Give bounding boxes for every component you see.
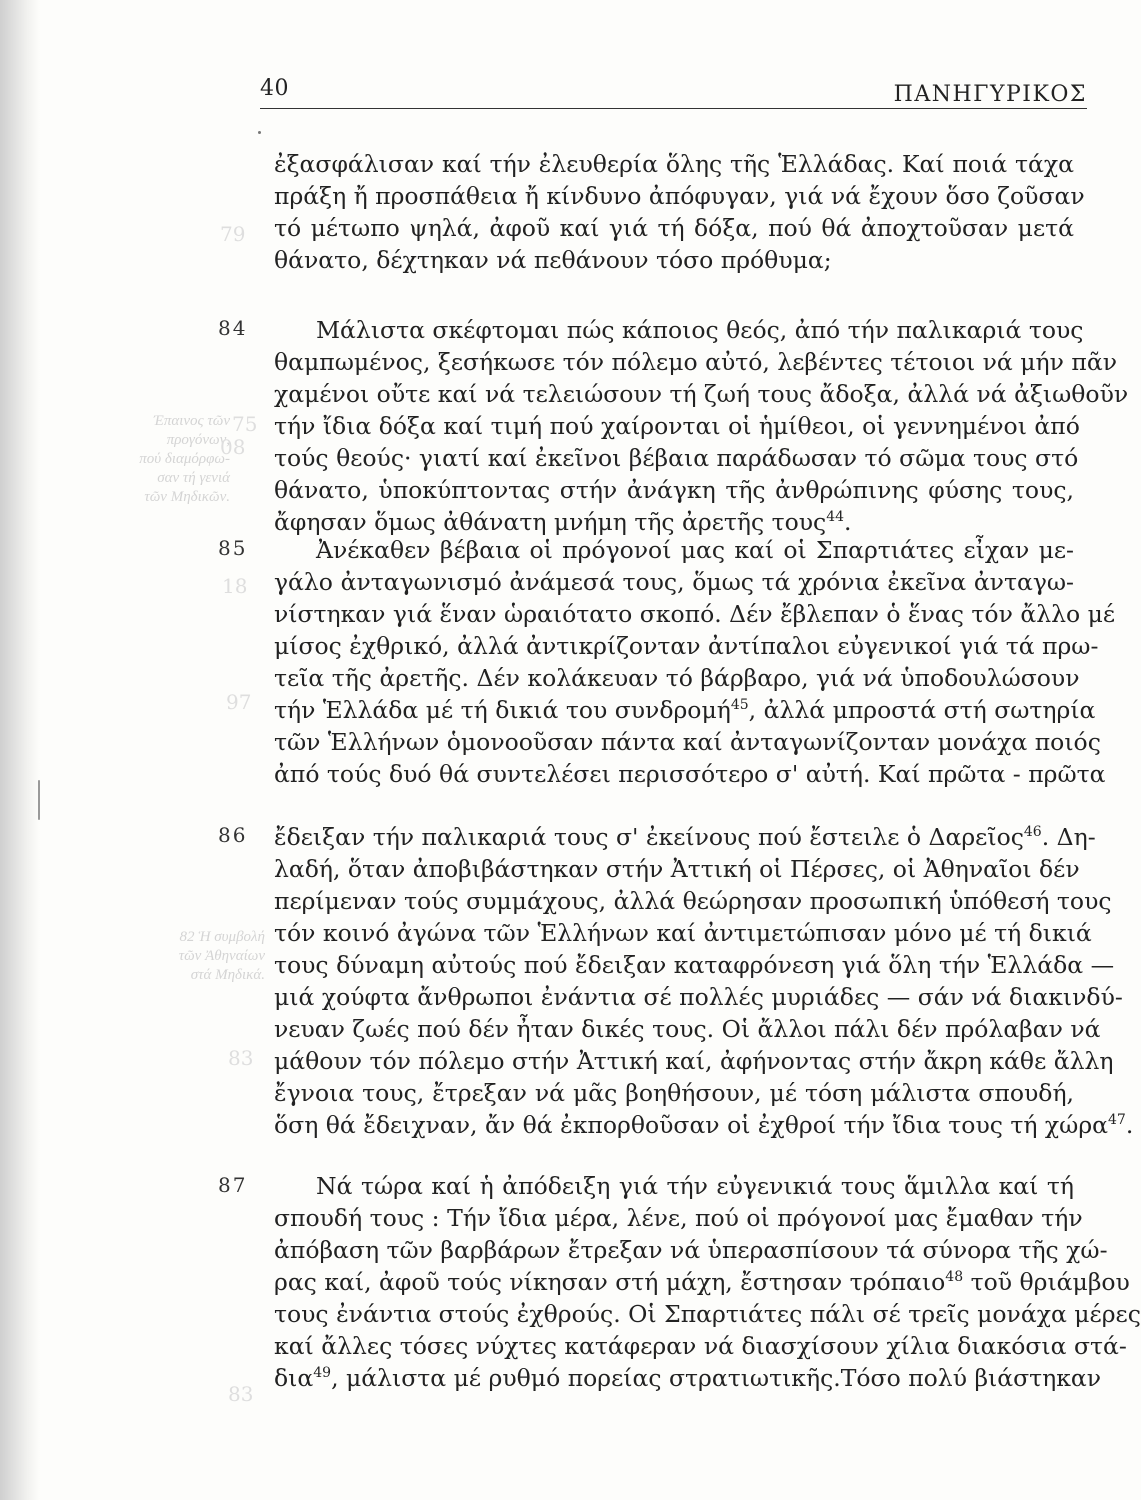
page-number: 40 [260, 76, 289, 101]
text-line: τους δύναμη αὐτούς πού ἔδειξαν καταφρόνεση γιά ὅλη τήν Ἑλλάδα — [274, 951, 1115, 979]
text-line: Μάλιστα σκέφτομαι πώς κάποιος θεός, ἀπό τήν παλικαριά τους [316, 316, 1084, 344]
text-line: μιά χούφτα ἄνθρωποι ἐνάντια σέ πολλές μυριάδες — σάν νά διακινδύ- [274, 983, 1123, 1011]
text-line: τό μέτωπο ψηλά, ἀφοῦ καί γιά τή δόξα, πού θά ἀποχτοῦσαν μετά [274, 214, 1074, 242]
text-line: νίστηκαν γιά ἕναν ὡραιότατο σκοπό. Δέν ἔβλεπαν ὁ ἕνας τόν ἄλλο μέ [274, 600, 1116, 628]
text-segment: τήν Ἑλλάδα μέ τή δικιά του συνδρομή [274, 696, 731, 724]
speck [258, 131, 261, 134]
text-line: σπουδή τους : Τήν ἴδια μέρα, λένε, πού οἱ πρόγονοί μας ἔμαθαν τήν [274, 1204, 1083, 1232]
footnote-ref: 45 [730, 697, 749, 714]
footnote-ref: 44 [826, 509, 845, 526]
text-line: τῶν Ἑλλήνων ὁμονοοῦσαν πάντα καί ἀνταγωνίζονταν μονάχα ποιός [274, 728, 1101, 756]
text-line: θάνατο, δέχτηκαν νά πεθάνουν τόσο πρόθυμα; [274, 246, 832, 274]
text-segment: τοῦ θριάμβου [963, 1268, 1130, 1296]
footnote-ref: 49 [313, 1365, 332, 1382]
running-title: ΠΑΝΗΓΥΡΙΚΟΣ [893, 82, 1087, 107]
text-line: πράξη ἤ προσπάθεια ἤ κίνδυνο ἀπόφυγαν, γιά νά ἔχουν ὅσο ζοῦσαν [274, 182, 1085, 210]
bleed-margin-note-2: 82 Ἡ συμβολή τῶν Ἀθηναίων στά Μηδικά. [178, 929, 265, 983]
text-segment: Τόσο πολύ βιάστηκαν [840, 1364, 1102, 1392]
text-line: μίσος ἐχθρικό, ἀλλά ἀντικρίζονταν ἀντίπαλοι εὐγενικοί γιά τά πρω- [274, 632, 1099, 660]
text-line: ἄφησαν ὅμως ἀθάνατη μνήμη τῆς ἀρετῆς τους$^{44}$. [274, 508, 852, 536]
paragraph-number-86: 86 [218, 823, 248, 847]
text-line: τους ἐνάντια στούς ἐχθρούς. Οἱ Σπαρτιάτες πάλι σέ τρεῖς μονάχα μέρες [274, 1300, 1141, 1328]
text-segment: ἔδειξαν τήν παλικαριά τους σ' ἐκείνους πού ἔστειλε ὁ Δαρεῖος [274, 823, 1024, 851]
speck [38, 780, 40, 820]
text-line: τήν ἴδια δόξα καί τιμή πού χαίρονται οἱ ἡμίθεοι, οἱ γεννημένοι ἀπό [274, 412, 1080, 440]
text-line: καί ἄλλες τόσες νύχτες κατάφεραν νά διασχίσουν χίλια διακόσια στά- [274, 1332, 1127, 1360]
bleed-number: 83 [228, 1382, 254, 1406]
text-line [274, 1109, 1134, 1141]
text-line: μάθουν τόν πόλεμο στήν Ἀττική καί, ἀφήνοντας στήν ἄκρη κάθε ἄλλη [274, 1047, 1114, 1075]
text-line: Νά τώρα καί ἡ ἀπόδειξη γιά τήν εὐγενικιά τους ἅμιλλα καί τή [316, 1172, 1074, 1200]
bleed-number: 79 [220, 222, 246, 246]
bleed-number: 83 [228, 1046, 254, 1070]
footnote-ref: 48 [945, 1269, 964, 1286]
text-segment: . Δη- [1041, 823, 1096, 851]
footnote-ref: 47 [1108, 1112, 1126, 1129]
text-line: τόν κοινό ἀγώνα τῶν Ἑλλήνων καί ἀντιμετώπισαν μόνο μέ τή δικιά [274, 919, 1092, 947]
text-line [274, 1362, 1102, 1394]
bleed-number: 97 [226, 690, 252, 714]
text-line: λαδή, ὅταν ἀποβιβάστηκαν στήν Ἀττική οἱ Πέρσες, οἱ Ἀθηναῖοι δέν [274, 855, 1080, 883]
text-segment: ὅση θά ἔδειχναν, ἄν θά ἐκπορθοῦσαν οἱ ἐχθροί τήν ἴδια τους τή χώρα [274, 1111, 1108, 1139]
text-line [274, 821, 1096, 853]
bleed-number: 08 [220, 435, 246, 459]
header-rule [260, 108, 1087, 109]
text-segment: ἄφησαν ὅμως ἀθάνατη μνήμη τῆς ἀρετῆς τους [274, 508, 827, 536]
text-segment: , ἀλλά μπροστά στή σωτηρία [748, 696, 1096, 724]
text-line: θαμπωμένος, ξεσήκωσε τόν πόλεμο αὐτό, λεβέντες τέτοιοι νά μήν πᾶν [274, 348, 1117, 376]
text-line: γάλο ἀνταγωνισμό ἀνάμεσά τους, ὅμως τά χρόνια ἐκεῖνα ἀνταγω- [274, 568, 1074, 596]
paragraph-number-84: 84 [218, 316, 248, 340]
text-line: περίμεναν τούς συμμάχους, ἀλλά θεώρησαν προσωπική ὑπόθεσή τους [274, 887, 1112, 915]
text-line: ἐξασφάλισαν καί τήν ἐλευθερία ὅλης τῆς Ἑλλάδας. Καί ποιά τάχα [274, 150, 1074, 178]
text-line: χαμένοι οὔτε καί νά τελειώσουν τή ζωή τους ἄδοξα, ἀλλά νά ἀξιωθοῦν [274, 380, 1129, 408]
binding-shadow [0, 0, 40, 1500]
footnote-ref: 46 [1023, 824, 1042, 841]
text-segment [274, 1362, 841, 1394]
bleed-margin-note-1: Έπαινος τῶν προγόνων, πού διαμόρφω- σαν τή γενιά τῶν Μηδικῶν. [139, 413, 230, 505]
text-line: ἔγνοια τους, ἔτρεξαν νά μᾶς βοηθήσουν, μέ τόση μάλιστα σπουδή, [274, 1079, 1074, 1107]
text-line: ἀπόβαση τῶν βαρβάρων ἔτρεξαν νά ὑπερασπίσουν τά σύνορα τῆς χώ- [274, 1236, 1108, 1264]
text-line: τούς θεούς· γιατί καί ἐκεῖνοι βέβαια παράδωσαν τό σῶμα τους στό [274, 444, 1079, 472]
text-segment: δια [274, 1364, 314, 1392]
paragraph-number-87: 87 [218, 1173, 248, 1197]
text-line: τεῖα τῆς ἀρετῆς. Δέν κολάκευαν τό βάρβαρο, γιά νά ὑποδουλώσουν [274, 664, 1080, 692]
text-segment: , μάλιστα μέ ρυθμό πορείας στρατιωτικῆς. [331, 1364, 841, 1392]
paragraph-number-85: 85 [218, 536, 248, 560]
text-segment: . [1125, 1111, 1134, 1139]
text-line: νευαν ζωές πού δέν ἦταν δικές τους. Οἱ ἄλλοι πάλι δέν πρόλαβαν νά [274, 1015, 1101, 1043]
text-line: θάνατο, ὑποκύπτοντας στήν ἀνάγκη τῆς ἀνθρώπινης φύσης τους, [274, 476, 1074, 504]
bleed-number: 75 [232, 412, 258, 436]
text-line [274, 1266, 1130, 1298]
text-line [274, 694, 1096, 726]
text-line: Ἀνέκαθεν βέβαια οἱ πρόγονοί μας καί οἱ Σπαρτιάτες εἶχαν με- [316, 536, 1074, 564]
text-line: ἀπό τούς δυό θά συντελέσει περισσότερο σ' αὐτή. Καί πρῶτα - πρῶτα [274, 760, 1106, 788]
text-segment: ρας καί, ἀφοῦ τούς νίκησαν στή μάχη, ἔστησαν τρόπαιο [274, 1268, 946, 1296]
bleed-number: 18 [222, 574, 248, 598]
